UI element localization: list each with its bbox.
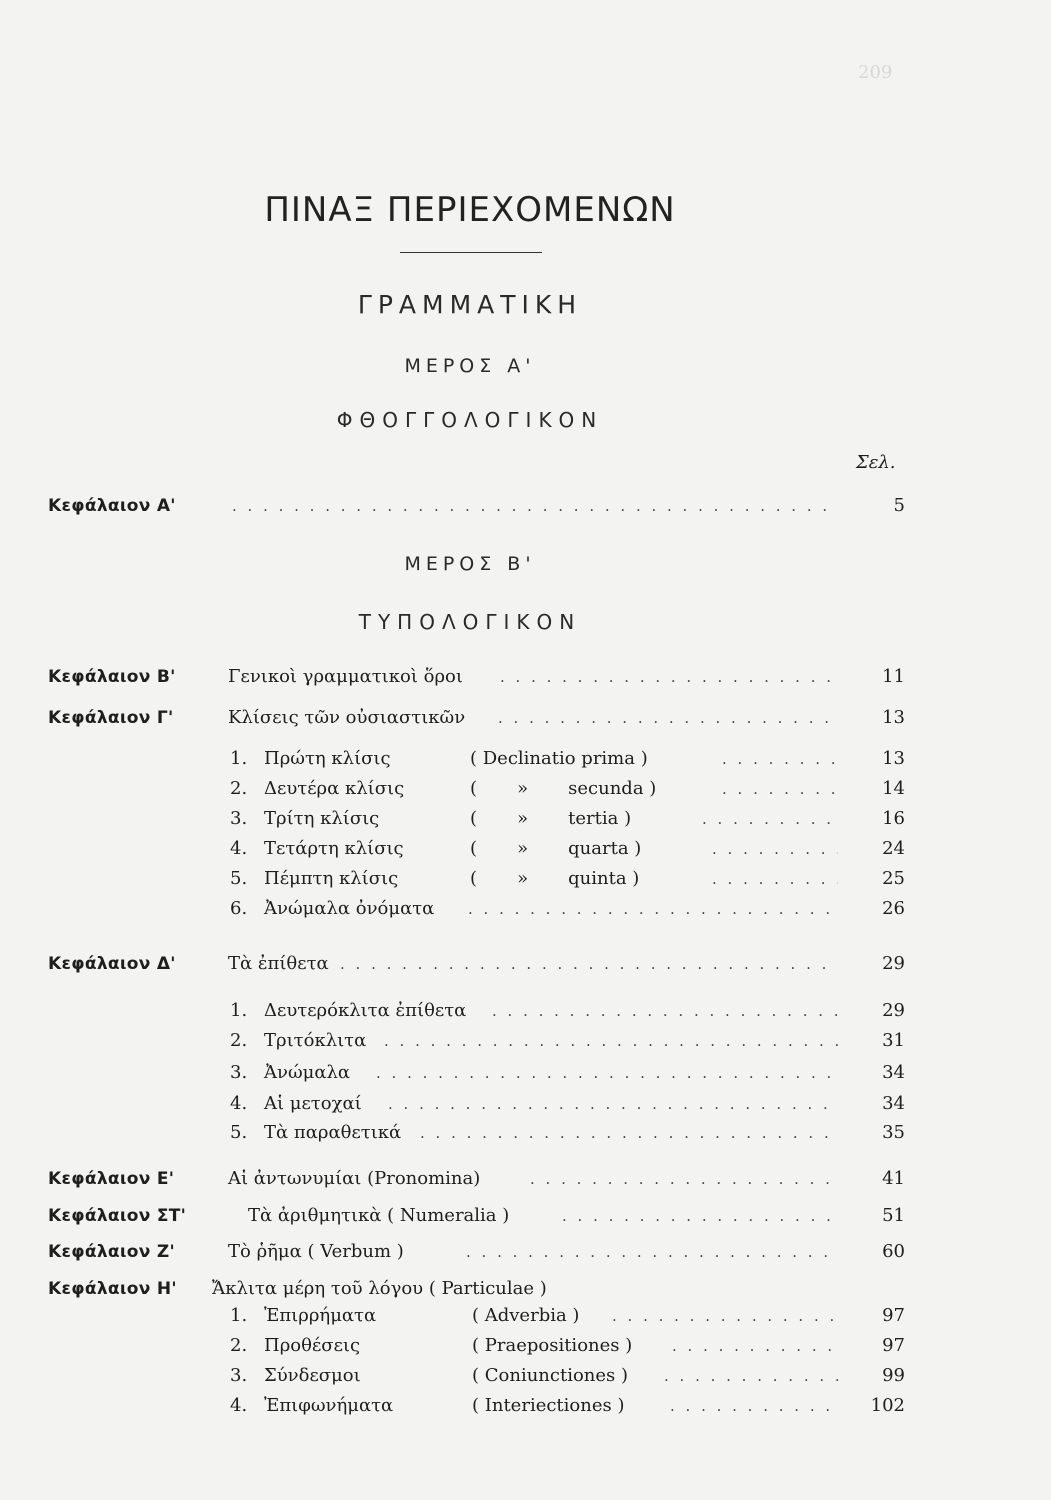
chapter-title: Ἄκλιτα μέρη τοῦ λόγου ( Particulae )	[212, 1278, 547, 1299]
toc-entry-ch-e[interactable]	[0, 1165, 1051, 1193]
toc-subentry[interactable]	[0, 997, 1051, 1025]
item-title: Πέμπτη κλίσις	[264, 868, 399, 889]
item-number: 4.	[230, 1395, 248, 1416]
chapter-title: Τὸ ῥῆμα ( Verbum )	[228, 1241, 404, 1262]
item-latin: ( Interiectiones )	[472, 1395, 625, 1416]
heading-typologikon: ΤΥΠΟΛΟΓΙΚΟΝ	[358, 610, 582, 634]
toc-subentry[interactable]	[0, 1090, 1051, 1118]
item-title: Τετάρτη κλίσις	[264, 838, 404, 859]
toc-subentry[interactable]	[0, 1302, 1051, 1330]
item-title: Τριτόκλιτα	[264, 1030, 367, 1051]
item-number: 1.	[230, 1305, 248, 1326]
heading-part-a: ΜΕΡΟΣ Α'	[404, 355, 536, 377]
item-latin: ( » quinta )	[470, 868, 640, 889]
item-number: 3.	[230, 808, 248, 829]
toc-entry-ch-h[interactable]	[0, 1275, 1051, 1303]
item-latin: ( Coniunctiones )	[472, 1365, 629, 1386]
item-title: Δευτερόκλιτα ἐπίθετα	[264, 1000, 467, 1021]
item-number: 3.	[230, 1365, 248, 1386]
toc-subentry[interactable]	[0, 1059, 1051, 1087]
item-title: Τὰ παραθετικά	[264, 1122, 402, 1143]
leader-dots	[468, 895, 838, 923]
toc-subentry[interactable]	[0, 835, 1051, 863]
toc-subentry[interactable]	[0, 865, 1051, 893]
page-ref: 25	[882, 868, 905, 889]
item-latin: ( Adverbia )	[472, 1305, 580, 1326]
item-number: 5.	[230, 868, 248, 889]
item-title: Ἀνώμαλα ὀνόματα	[264, 898, 435, 919]
page-ref: 26	[882, 898, 905, 919]
item-latin: ( Praepositiones )	[472, 1335, 633, 1356]
item-title: Ἀνώμαλα	[264, 1062, 351, 1083]
page-title: ΠΙΝΑΞ ΠΕΡΙΕΧΟΜΕΝΩΝ	[264, 190, 676, 230]
page-ref: 97	[882, 1335, 905, 1356]
toc-entry-ch-d[interactable]	[0, 950, 1051, 978]
leader-dots	[722, 775, 838, 803]
toc-subentry[interactable]	[0, 895, 1051, 923]
heading-part-b: ΜΕΡΟΣ Β'	[404, 553, 536, 575]
item-number: 3.	[230, 1062, 248, 1083]
toc-entry-ch-b[interactable]	[0, 663, 1051, 691]
item-title: Ἐπιφωνήματα	[264, 1395, 394, 1416]
page-ref: 16	[882, 808, 905, 829]
item-number: 4.	[230, 1093, 248, 1114]
item-title: Προθέσεις	[264, 1335, 361, 1356]
toc-subentry[interactable]	[0, 1119, 1051, 1147]
leader-dots	[702, 805, 838, 833]
item-number: 1.	[230, 748, 248, 769]
chapter-title: Τὰ ἐπίθετα	[228, 953, 329, 974]
item-latin: ( » quarta )	[470, 838, 642, 859]
leader-dots	[232, 492, 837, 520]
item-number: 2.	[230, 1335, 248, 1356]
leader-dots	[664, 1362, 838, 1390]
chapter-title: Γενικοὶ γραμματικοὶ ὅροι	[228, 666, 463, 687]
chapter-title: Αἱ ἀντωνυμίαι (Pronomina)	[228, 1168, 481, 1189]
toc-subentry[interactable]	[0, 745, 1051, 773]
leader-dots	[722, 745, 838, 773]
heading-grammar: ΓΡΑΜΜΑΤΙΚΗ	[357, 290, 583, 319]
page-column-label: Σελ.	[856, 452, 896, 473]
item-title: Σύνδεσμοι	[264, 1365, 361, 1386]
page-ref: 60	[882, 1241, 905, 1262]
item-number: 4.	[230, 838, 248, 859]
item-latin: ( Declinatio prima )	[470, 748, 648, 769]
page-ref: 34	[882, 1062, 905, 1083]
page-ref: 13	[882, 707, 905, 728]
chapter-label: Κεφάλαιον Ε'	[48, 1169, 175, 1189]
item-title: Ἐπιρρήματα	[264, 1305, 377, 1326]
item-number: 6.	[230, 898, 248, 919]
page-ref: 34	[882, 1093, 905, 1114]
page-ref: 24	[882, 838, 905, 859]
page-ref: 13	[882, 748, 905, 769]
leader-dots	[492, 997, 838, 1025]
chapter-label: Κεφάλαιον Γ'	[48, 708, 174, 728]
toc-subentry[interactable]	[0, 775, 1051, 803]
chapter-title: Τὰ ἀριθμητικὰ ( Numeralia )	[248, 1205, 510, 1226]
leader-dots	[500, 663, 838, 691]
item-latin: ( » tertia )	[470, 808, 632, 829]
item-title: Πρώτη κλίσις	[264, 748, 391, 769]
leader-dots	[466, 1238, 838, 1266]
leader-dots	[612, 1302, 838, 1330]
leader-dots	[712, 865, 838, 893]
chapter-label: Κεφάλαιον Ζ'	[48, 1242, 175, 1262]
leader-dots	[498, 704, 838, 732]
leader-dots	[376, 1059, 838, 1087]
page-ref: 41	[882, 1168, 905, 1189]
toc-subentry[interactable]	[0, 805, 1051, 833]
page-ref: 97	[882, 1305, 905, 1326]
leader-dots	[672, 1332, 838, 1360]
chapter-label: Κεφάλαιον Α'	[48, 496, 176, 516]
page-ref: 35	[882, 1122, 905, 1143]
page-ref: 29	[882, 1000, 905, 1021]
item-title: Αἱ μετοχαί	[264, 1093, 362, 1114]
leader-dots	[384, 1027, 838, 1055]
chapter-label: Κεφάλαιον Β'	[48, 667, 176, 687]
page-ref: 31	[882, 1030, 905, 1051]
leader-dots	[562, 1202, 838, 1230]
leader-dots	[712, 835, 838, 863]
leader-dots	[530, 1165, 838, 1193]
chapter-label: Κεφάλαιον ΣΤ'	[48, 1206, 187, 1226]
item-title: Δευτέρα κλίσις	[264, 778, 405, 799]
title-rule	[400, 252, 542, 253]
item-number: 2.	[230, 1030, 248, 1051]
item-number: 5.	[230, 1122, 248, 1143]
toc-subentry[interactable]	[0, 1027, 1051, 1055]
item-title: Τρίτη κλίσις	[264, 808, 380, 829]
toc-subentry[interactable]	[0, 1392, 1051, 1420]
heading-phthongologikon: ΦΘΟΓΓΟΛΟΓΙΚΟΝ	[336, 408, 604, 432]
item-number: 2.	[230, 778, 248, 799]
item-latin: ( » secunda )	[470, 778, 657, 799]
leader-dots	[420, 1119, 838, 1147]
toc-entry-ch-z[interactable]	[0, 1238, 1051, 1266]
toc-subentry[interactable]	[0, 1362, 1051, 1390]
leader-dots	[670, 1392, 838, 1420]
page-ref: 29	[882, 953, 905, 974]
leader-dots	[388, 1090, 838, 1118]
toc-entry-ch-a[interactable]	[0, 492, 1051, 520]
page-ref: 14	[882, 778, 905, 799]
page-ref: 102	[870, 1395, 905, 1416]
item-number: 1.	[230, 1000, 248, 1021]
chapter-label: Κεφάλαιον Δ'	[48, 954, 176, 974]
leader-dots	[340, 950, 838, 978]
page-number-top: 209	[858, 62, 893, 83]
chapter-title: Κλίσεις τῶν οὐσιαστικῶν	[228, 707, 466, 728]
toc-subentry[interactable]	[0, 1332, 1051, 1360]
chapter-label: Κεφάλαιον Η'	[48, 1279, 177, 1299]
toc-entry-ch-g[interactable]	[0, 704, 1051, 732]
page-ref: 5	[893, 495, 905, 516]
page-ref: 51	[882, 1205, 905, 1226]
page-ref: 99	[882, 1365, 905, 1386]
toc-entry-ch-st[interactable]	[0, 1202, 1051, 1230]
page-ref: 11	[882, 666, 905, 687]
